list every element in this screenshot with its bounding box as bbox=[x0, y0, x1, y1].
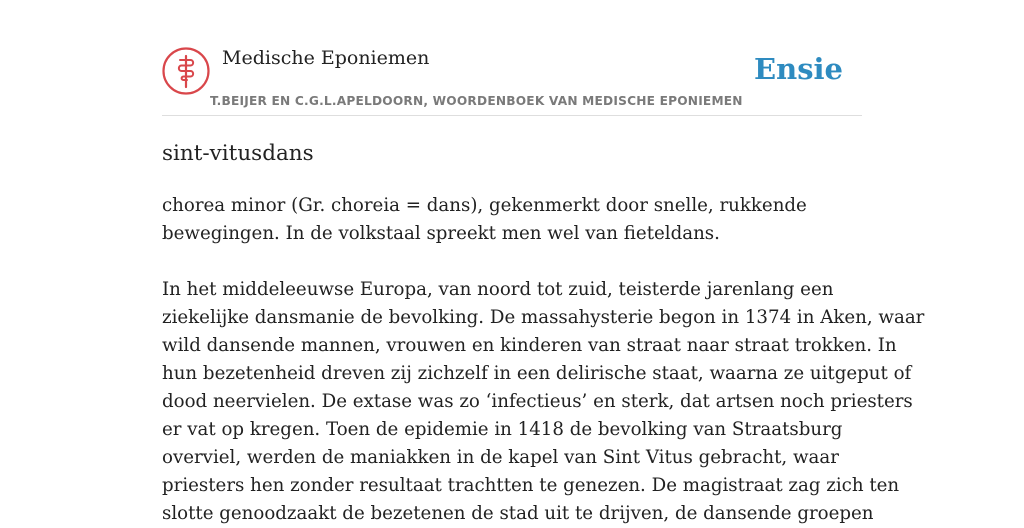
brand-logo[interactable]: Ensie bbox=[754, 52, 843, 86]
medical-caduceus-icon[interactable] bbox=[162, 47, 210, 95]
text-line: In het middeleeuwse Europa, van noord tot zuid, teisterde jarenlang een bbox=[162, 279, 834, 300]
text-line: overviel, werden de maniakken in de kapel van Sint Vitus gebracht, waar bbox=[162, 447, 839, 468]
entry-title: sint-vitusdans bbox=[162, 141, 314, 166]
header-divider bbox=[162, 115, 862, 116]
text-line: priesters hen zonder resultaat trachtten te genezen. De magistraat zag zich ten bbox=[162, 475, 900, 496]
definition-paragraph bbox=[162, 192, 864, 248]
text-line: wild dansende mannen, vrouwen en kinderen van straat naar straat trokken. In bbox=[162, 335, 897, 356]
source-subtitle[interactable]: T.BEIJER EN C.G.L.APELDOORN, WOORDENBOEK VAN MEDISCHE EPONIEMEN bbox=[210, 94, 743, 108]
text-line: dood neervielen. De extase was zo ‘infectieus’ en sterk, dat artsen noch priesters bbox=[162, 391, 913, 412]
paragraph-gap bbox=[162, 248, 864, 276]
source-title[interactable]: Medische Eponiemen bbox=[222, 47, 430, 69]
text-line: slotte genoodzaakt de bezetenen de stad uit te drijven, de dansende groepen bbox=[162, 503, 874, 524]
header bbox=[162, 46, 862, 116]
text-line: ziekelijke dansmanie de bevolking. De massahysterie begon in 1374 in Aken, waar bbox=[162, 307, 925, 328]
text-line: hun bezetenheid dreven zij zichzelf in een delirische staat, waarna ze uitgeput of bbox=[162, 363, 912, 384]
text-line: bewegingen. In de volkstaal spreekt men wel van fieteldans. bbox=[162, 223, 720, 244]
history-paragraph bbox=[162, 276, 925, 528]
text-line: er vat op kregen. Toen de epidemie in 1418 de bevolking van Straatsburg bbox=[162, 419, 843, 440]
text-line: chorea minor (Gr. choreia = dans), gekenmerkt door snelle, rukkende bbox=[162, 195, 807, 216]
entry-body bbox=[162, 192, 925, 528]
